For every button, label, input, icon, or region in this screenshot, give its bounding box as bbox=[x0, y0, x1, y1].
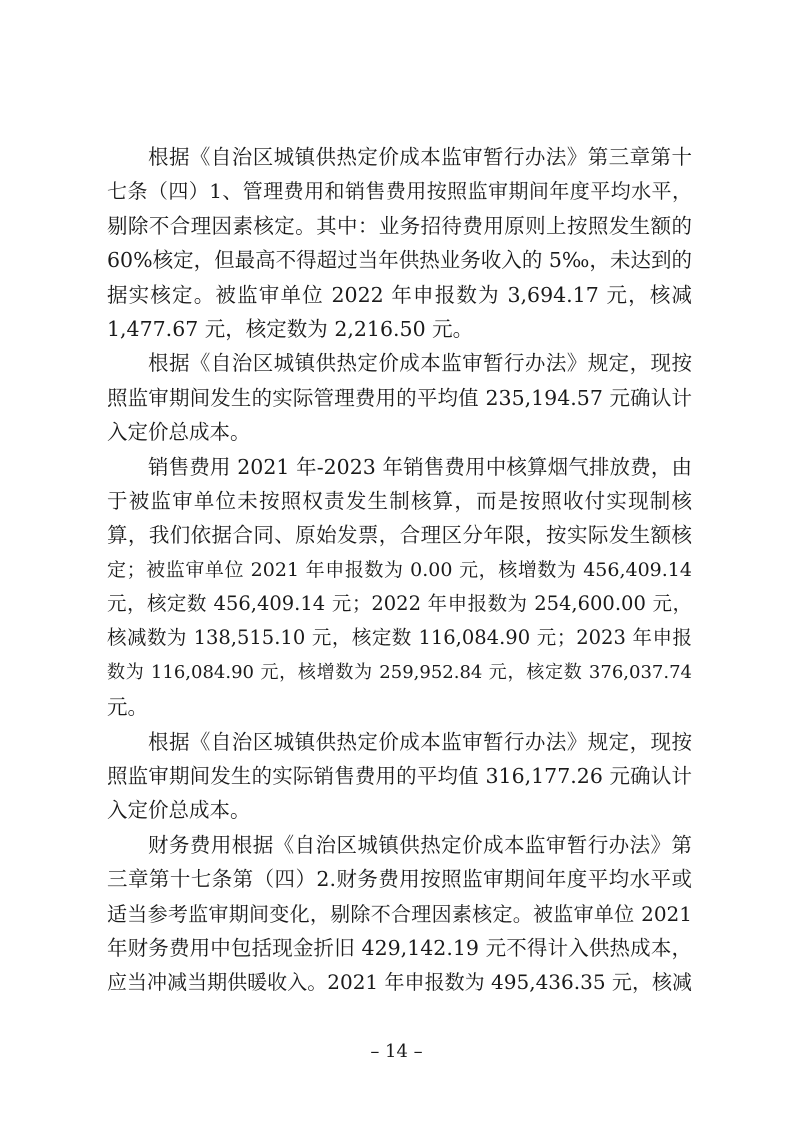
text-line: 年财务费用中包括现金折旧 429,142.19 元不得计入供热成本， bbox=[107, 935, 692, 960]
text-line: 入定价总成本。 bbox=[107, 798, 251, 823]
text-line: 剔除不合理因素核定。其中：业务招待费用原则上按照发生额的 bbox=[107, 213, 692, 238]
text-line: 60%核定，但最高不得超过当年供热业务收入的 5‰，未达到的 bbox=[107, 248, 692, 273]
text-line: 照监审期间发生的实际管理费用的平均值 235,194.57 元确认计 bbox=[107, 385, 692, 410]
text-line: 七条（四）1、管理费用和销售费用按照监审期间年度平均水平， bbox=[107, 179, 692, 204]
text-line: 于被监审单位未按照权责发生制核算，而是按照收付实现制核 bbox=[107, 488, 692, 513]
text-line: 据实核定。被监审单位 2022 年申报数为 3,694.17 元，核减 bbox=[107, 282, 692, 307]
text-line: 销售费用 2021 年-2023 年销售费用中核算烟气排放费，由 bbox=[148, 454, 692, 479]
text-line: 数为 116,084.90 元，核增数为 259,952.84 元，核定数 376,037.74 bbox=[107, 661, 692, 683]
text-line: 算，我们依据合同、原始发票，合理区分年限，按实际发生额核 bbox=[107, 523, 692, 548]
text-line: 三章第十七条第（四）2.财务费用按照监审期间年度平均水平或 bbox=[107, 867, 692, 892]
text-line: 入定价总成本。 bbox=[107, 420, 251, 445]
text-line: 根据《自治区城镇供热定价成本监审暂行办法》第三章第十 bbox=[148, 145, 692, 169]
text-line: 根据《自治区城镇供热定价成本监审暂行办法》规定，现按 bbox=[148, 729, 692, 754]
text-line: 定；被监审单位 2021 年申报数为 0.00 元，核增数为 456,409.14 bbox=[107, 558, 692, 581]
text-line: 照监审期间发生的实际销售费用的平均值 316,177.26 元确认计 bbox=[107, 764, 692, 789]
text-line: 财务费用根据《自治区城镇供热定价成本监审暂行办法》第 bbox=[148, 832, 692, 857]
text-line: 元，核定数 456,409.14 元；2022 年申报数为 254,600.00 元， bbox=[107, 592, 692, 616]
body-text bbox=[107, 140, 692, 1000]
text-line: 元。 bbox=[107, 695, 148, 720]
text-line: 1,477.67 元，核定数为 2,216.50 元。 bbox=[107, 316, 474, 341]
text-line: 根据《自治区城镇供热定价成本监审暂行办法》规定，现按 bbox=[148, 351, 692, 376]
text-line: 应当冲减当期供暖收入。2021 年申报数为 495,436.35 元，核减 bbox=[107, 970, 692, 995]
text-line: 核减数为 138,515.10 元，核定数 116,084.90 元；2023 年申报 bbox=[107, 626, 692, 650]
page-number: – 14 – bbox=[370, 1041, 423, 1062]
text-line: 适当参考监审期间变化，剔除不合理因素核定。被监审单位 2021 bbox=[107, 901, 692, 926]
